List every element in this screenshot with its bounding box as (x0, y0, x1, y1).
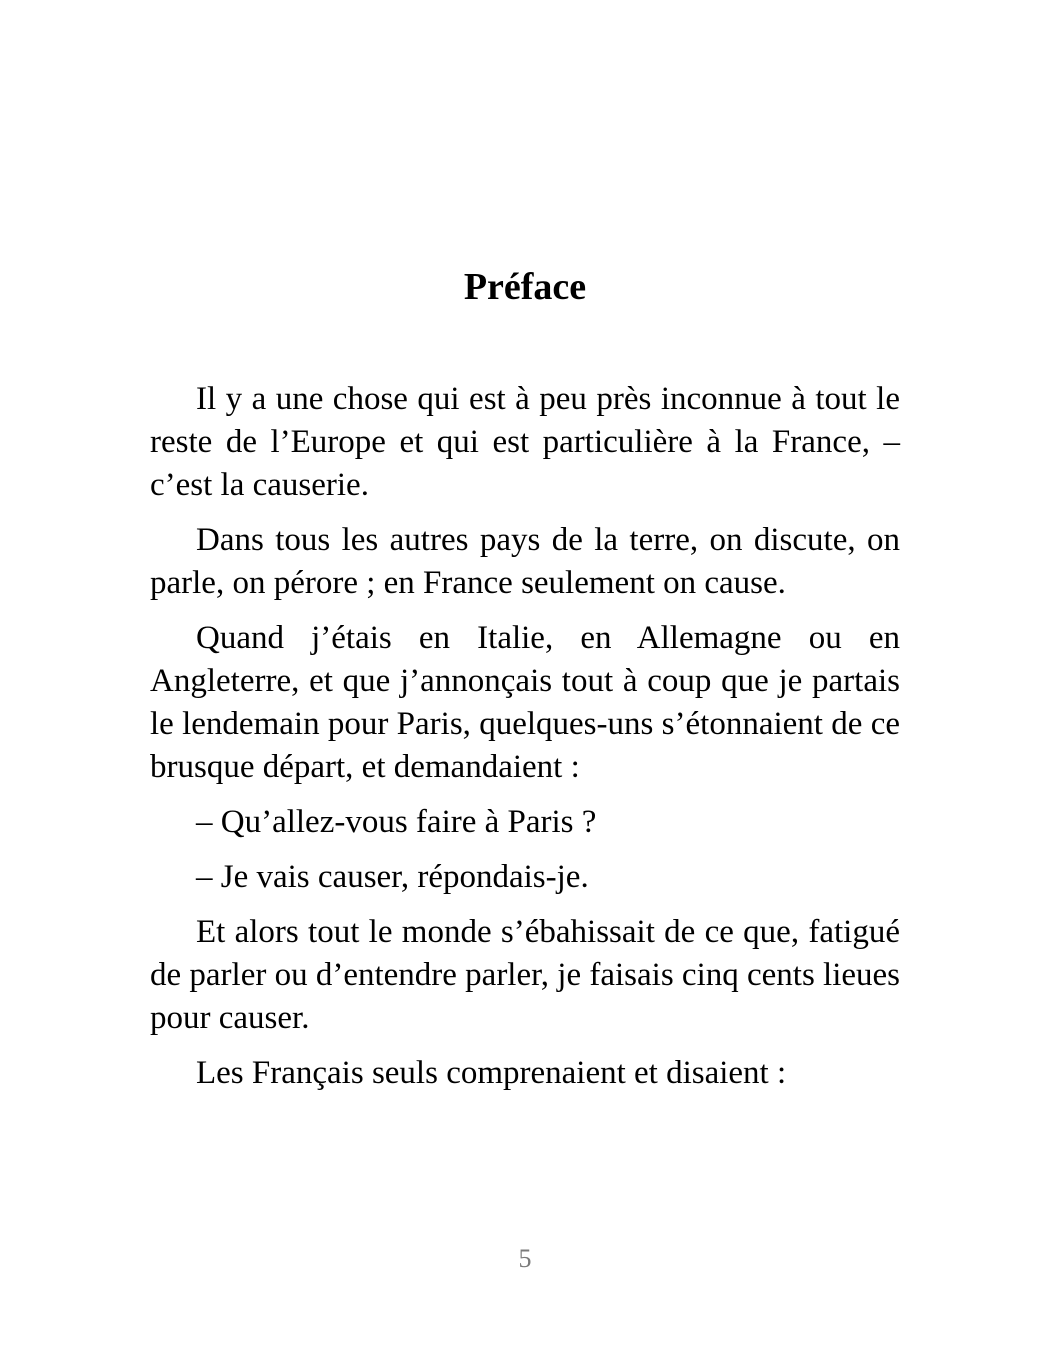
dialogue-line: – Qu’allez-vous faire à Paris ? (196, 804, 597, 840)
paragraph: Et alors tout le monde s’ébahissait de ce que, fatigué de parler ou d’entendre parler, je faisais cinq cents lieues pour causer. (150, 914, 901, 1036)
paragraph: Dans tous les autres pays de la terre, on discute, on parle, on pérore ; en France seulement on cause. (150, 522, 900, 601)
page-number: 5 (518, 1244, 532, 1273)
chapter-title: Préface (463, 266, 587, 308)
paragraph: Les Français seuls comprenaient et disaient : (196, 1055, 787, 1091)
dialogue-line: – Je vais causer, répondais-je. (196, 859, 589, 895)
paragraph: Il y a une chose qui est à peu près inconnue à tout le reste de l’Europe et qui est particulière à la France, – c’est la causerie. (150, 381, 900, 503)
chapter-body (150, 378, 900, 1107)
paragraph: Quand j’étais en Italie, en Allemagne ou en Angleterre, et que j’annonçais tout à coup que je partais le lendemain pour Paris, quelques-uns s’étonnaient de ce brusque départ, et demandaient : (150, 620, 900, 785)
